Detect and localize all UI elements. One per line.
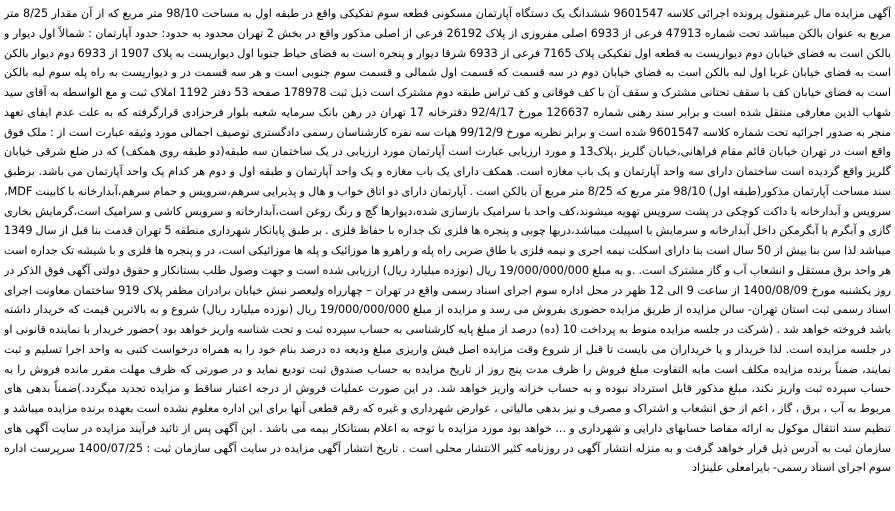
notice-body-text: آگهی مزایده مال غیرمنقول پرونده اجرائی کلاسه 9601547 ششدانگ یک دستگاه آپارتمان مسکونی قطعه سوم تفکیکی واقع در طبقه اول به مساحت 98/10 متر مربع که از آن مقدار 8/25 متر مربع به عنوان بالکن میباشد تحت شماره 47913 فرعی از 6933 اصلی مفروزی از پلاک 26192 فرعی از اصلی مذکور واقع در بخش 2 تهران محدود به حدود: حدود آپارتمان : شمالاً اول دیوار و بالکن است به فضای خیابان دوم دیواریست به قطعه اول تفکیکی پلاک 7165 فرعی از 6933 شرقا دیوار و پنجره است به فضای حیاط جنوبا اول دیواریست به پلاک 1907 از 6933 دوم دیوار بالکن است به فضای خیابان غربا اول لبه بالکن است به فضای خیابان دوم در سه قسمت که قسمت اول شمالی و قسمت سوم جنوبی است و هر سه قسمت در و دیواریست به راه پله سوم لبه بالکن است به فضای خیابان کف با سقف تحتانی مشترک و سقف آن با کف فوقانی و کف تراس طبقه دوم مشترک است ذیل ثبت 178978 صفحه 53 دفتر 1192 املاک ثبت و مع الواسطه به آقای سید شهاب الدین معارفی منتقل شده است و برابر سند رهنی شماره 126637 مورخ 92/4/17 دفترخانه 17 تهران در رهن بانک سرمایه شعبه بلوار فرحزادی قرارگرفته که به علت عدم ایفای تعهد منجر به صدور اجرائیه تحت شماره کلاسه 9601547 شده است و برابر نظریه مورخ 99/12/9 هیات سه نفره کارشناسان رسمی دادگستری توصیف اجمالی مورد وثیقه عبارت است از : ملک فوق واقع است در تهران خیابان قائم مقام فراهانی،خیابان گلریز ،پلاک13 و مورد ارزیابی عبارت است آپارتمان مورد ارزیابی در یک ساختمان سه طبقه(دو طبقه روی همکف) که در ضلع شرقی خیابان گلریز واقع گردیده است ساختمان دارای سه واحد آپارتمان و یک باب مغازه است. همکف دارای یک باب مغازه و یک واحد آپارتمان و طبقه اول و دوم هر کدام یک واحد آپارتمان می باشد. برطبق سند مساحت آپارتمان مذکور(طبقه اول) 98/10 متر مربع که 8/25 متر مربع آن بالکن است . آپارتمان دارای دو اتاق خواب و هال و پذیرایی سرهم،سرویس و حمام سرهم،آبدارخانه با کابینت MDF، سرویس و آبدارخانه با داکت کوچکی در پشت سرویس تهویه میشوند،کف واحد با سرامیک بازسازی شده،دیوارها گچ و رنگ روغن است،آبدارخانه و سرویس کاشی و سرامیک است،گرمایش بخاری گازی و آبگرم با آبگرمکن داخل آبدارخانه و سرمایش با اسپیلت میباشد،دربها چوبی و پنجره ها فلزی تک جداره با حفاظ فلزی . بر طبق پایانکار شهرداری منطقه 5 تهران قدمت بنا قبل از سال 1349 میباشد لذا سن بنا بیش از 50 سال است بنا دارای اسکلت نیمه اجری و نیمه فلزی با طاق ضربی راه پله و راهرو ها موزائیک و پله ها موزائیکی است، در و پنجره ها فلزی و با شیشه تک جداره است هر واحد برق مستقل و انشعاب آب و گاز مشترک است. .و به مبلغ 19/000/000/000 ریال (نوزده میلیارد ریال) ارزیابی شده است و جهت وصول طلب بستانکار و حقوق دولتی آگهی فوق الذکر در روز یکشنبه مورخ 1400/08/09 از ساعت 9 الی 12 ظهر در محل اداره سوم اجرای اسناد رسمی واقع در تهران – چهارراه ولیعصر نبش خیابان برادران مظفر پلاک 919 ساختمان معاونت اجرای اسناد رسمی ثبت استان تهران- سالن مزایده از طریق مزایده حضوری بفروش می رسد و مزایده از مبلغ 19/000/000/000 ریال (نوزده میلیارد ریال) شروع و به بالاترین قیمت که خریدار داشته باشد فروخته خواهد شد . (شرکت در جلسه مزایده منوط به پرداخت 10 (ده) درصد از مبلغ پایه کارشناسی به حساب سپرده ثبت و تحت شناسه واریز خواهد بود )حضور خریدار با نماینده قانونی او در جلسه مزایده است. لذا خریدار و یا خریداران می بایست تا قبل از شروع وقت مزایده اصل فیش واریزی مبلغ ودیعه ده درصد بنام خود را به همراه درخواست کتبی به واحد اجرا تسلیم و ثبت نمایند، ضمناً برنده مزایده مکلف است مابه التفاوت مبلغ فروش را ظرف مدت پنج روز از تاریخ مزایده به حساب صندوق ثبت تودیع نماید و در صورتی که ظرف مهلت مقرر مانده فروش را به حساب سپرده ثبت واریز نکند، مبلغ مذکور قابل استرداد نبوده و به حساب خزانه واریز خواهد شد. در این صورت عملیات فروش از درجه اعتبار ساقط و مزایده تجدید میگردد.)ضمناً بدهی های مربوط به آب ، برق ، گاز ، اعم از حق انشعاب و اشتراک و مصرف و نیز بدهی مالیاتی ، عوارض شهرداری و غیره که رقم قطعی آنها برای این اداره معلوم نشده است بعهده برنده مزایده میباشد و تنظیم سند انتقال موکول به ارائه مفاصا حسابهای دارایی و شهرداری و ... خواهد بود مورد مزایده با توجه به اعلام بستانکار بیمه می باشد . این آگهی پس از تائید فرآیند مزایده در سایت آگهی های سازمان ثبت به آدرس ذیل قرار خواهد گرفت و به منزله انتشار آگهی در روزنامه کثیر الانتشار محلی است . تاریخ انتشار آگهی مزایده در سایت آگهی سازمان ثبت : 1400/07/25 سرپرست اداره سوم اجرای اسناد رسمی- بایرامعلی علینژاد [4,7,891,475]
auction-notice [4,4,891,507]
